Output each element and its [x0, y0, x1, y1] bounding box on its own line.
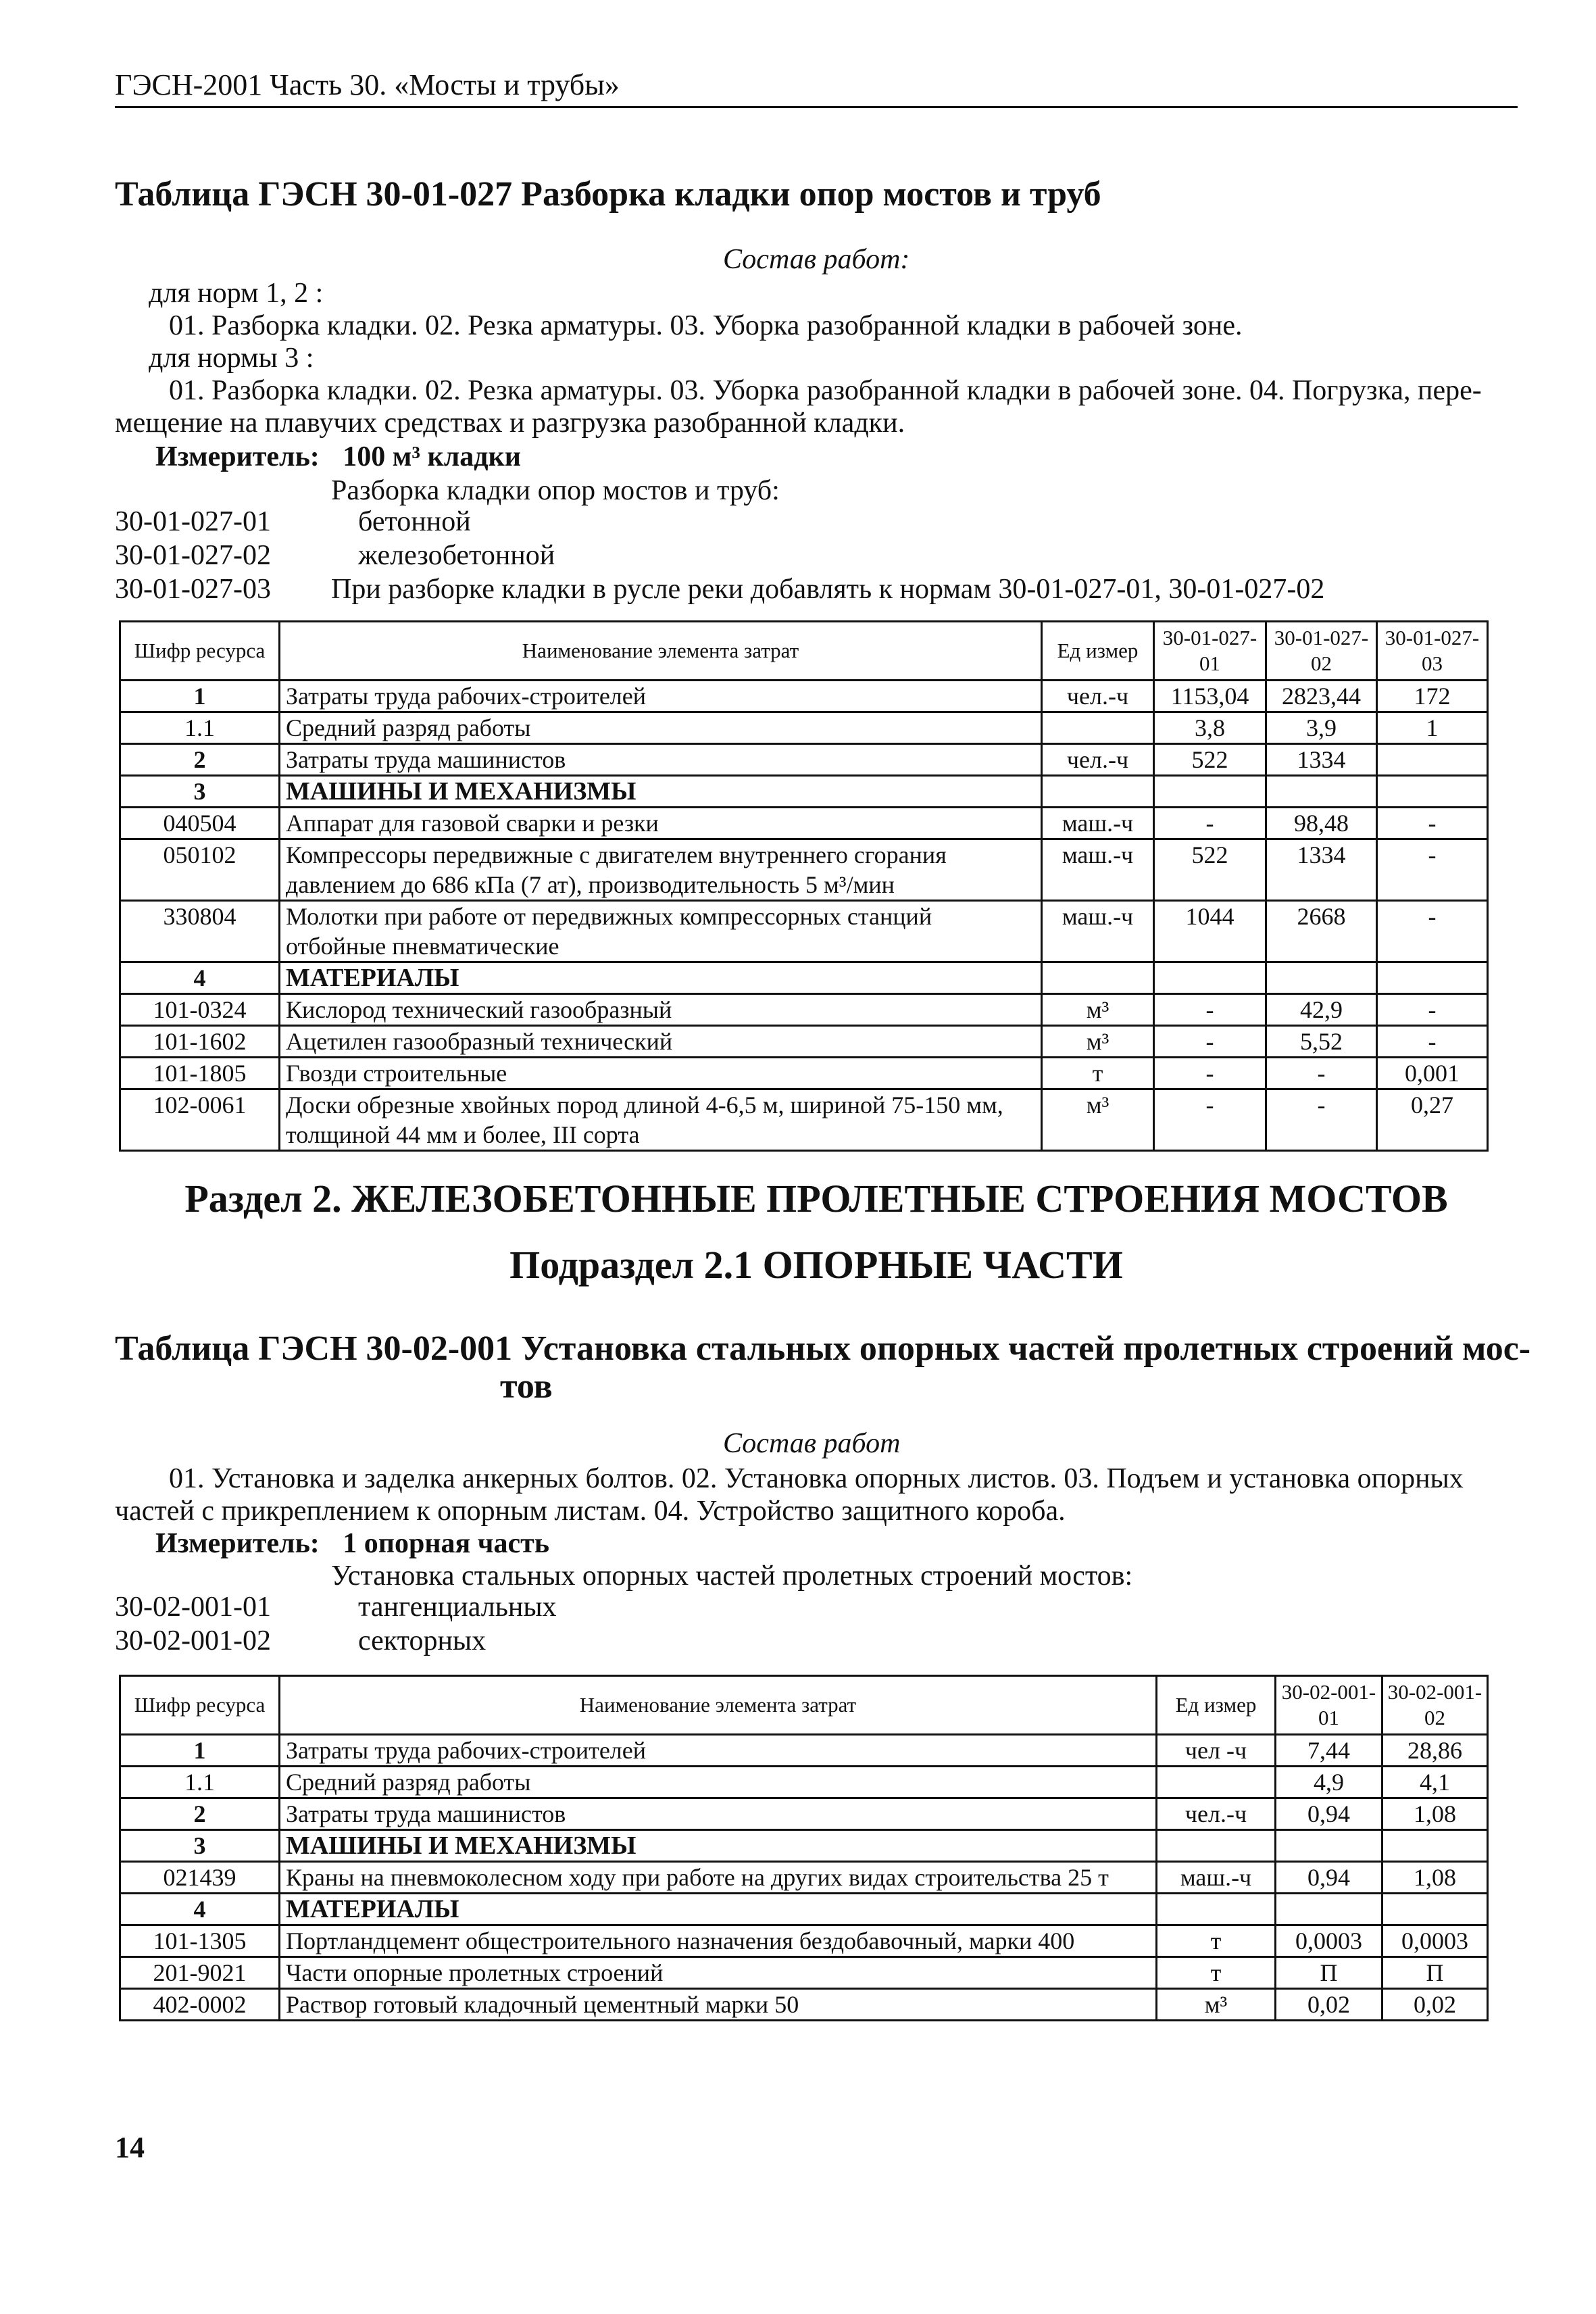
table-row: [120, 1767, 1488, 1798]
table-row: [120, 1026, 1488, 1058]
norm-desc: железобетонной: [358, 540, 555, 571]
cell-v2: 2823,44: [1266, 681, 1377, 712]
cell-v1: 1044: [1154, 901, 1266, 962]
cell-unit: маш.-ч: [1042, 839, 1154, 901]
cell-name: Затраты труда машинистов: [280, 744, 1042, 776]
col-header: Наименование элемента затрат: [280, 622, 1042, 681]
cell-v1: 7,44: [1276, 1735, 1382, 1767]
measure-label: Измеритель:: [155, 441, 320, 472]
cell-name: Ацетилен газообразный технический: [280, 1026, 1042, 1058]
cell-code: 4: [120, 1894, 280, 1925]
cell-code: 101-1305: [120, 1925, 280, 1957]
header-rule: [115, 106, 1518, 108]
cell-unit: маш.-ч: [1042, 901, 1154, 962]
table2-title-line1: Таблица ГЭСН 30-02-001 Установка стальных опорных частей пролетных строений мос-: [115, 1329, 1531, 1368]
cell-code: 102-0061: [120, 1089, 280, 1151]
cell-code: 3: [120, 1830, 280, 1862]
cell-name: Затраты труда рабочих-строителей: [280, 681, 1042, 712]
cell-v2: 4,1: [1382, 1767, 1488, 1798]
cell-name: Компрессоры передвижные с двигателем внутреннего сгорания давлением до 686 кПа (7 ат), производительность 5 м³/мин: [280, 839, 1042, 901]
cell-v1: 3,8: [1154, 712, 1266, 744]
cell-v3: 1: [1377, 712, 1488, 744]
cell-code: 101-1602: [120, 1026, 280, 1058]
col-header: Ед измер: [1157, 1676, 1276, 1735]
cell-v1: -: [1154, 1058, 1266, 1089]
cell-v1: [1276, 1894, 1382, 1925]
cell-v3: 172: [1377, 681, 1488, 712]
cell-code: 1.1: [120, 1767, 280, 1798]
cell-v2: 42,9: [1266, 994, 1377, 1026]
table1-comp-line: 01. Разборка кладки. 02. Резка арматуры. 03. Уборка разобранной кладки в рабочей зоне.: [169, 310, 1243, 341]
cell-code: 3: [120, 776, 280, 808]
col-header: 30-01-027-02: [1266, 622, 1377, 681]
table-row: [120, 1058, 1488, 1089]
table-row: [120, 681, 1488, 712]
cell-v3: [1377, 962, 1488, 994]
cell-v1: 0,0003: [1276, 1925, 1382, 1957]
cell-unit: м³: [1042, 994, 1154, 1026]
cell-unit: т: [1157, 1957, 1276, 1989]
cell-code: 040504: [120, 808, 280, 839]
table-row: [120, 994, 1488, 1026]
cell-unit: чел.-ч: [1157, 1798, 1276, 1830]
norm-code: 30-01-027-01: [115, 506, 271, 537]
cell-unit: маш.-ч: [1157, 1862, 1276, 1894]
cell-v3: 0,27: [1377, 1089, 1488, 1151]
table-row: [120, 1957, 1488, 1989]
cell-v2: 0,02: [1382, 1989, 1488, 2021]
cell-unit: [1042, 962, 1154, 994]
cell-v3: 0,001: [1377, 1058, 1488, 1089]
subsection-title: Подраздел 2.1 ОПОРНЫЕ ЧАСТИ: [509, 1243, 1123, 1287]
table1-comp-line: для нормы 3 :: [149, 343, 314, 374]
cell-v2: 1334: [1266, 744, 1377, 776]
cell-unit: [1157, 1830, 1276, 1862]
norm-code: 30-01-027-03: [115, 574, 271, 605]
section-title: Раздел 2. ЖЕЛЕЗОБЕТОННЫЕ ПРОЛЕТНЫЕ СТРОЕНИЯ МОСТОВ: [184, 1177, 1448, 1221]
table2-comp-line: 01. Установка и заделка анкерных болтов. 02. Установка опорных листов. 03. Подъем и установка опорных: [169, 1463, 1464, 1494]
norm-desc: При разборке кладки в русле реки добавлять к нормам 30-01-027-01, 30-01-027-02: [331, 574, 1325, 605]
cell-v1: 4,9: [1276, 1767, 1382, 1798]
cell-unit: т: [1042, 1058, 1154, 1089]
cell-name: Краны на пневмоколесном ходу при работе на других видах строительства 25 т: [280, 1862, 1157, 1894]
table2-comp-line: частей с прикреплением к опорным листам. 04. Устройство защитного короба.: [115, 1496, 1066, 1527]
col-header: 30-02-001-02: [1382, 1676, 1488, 1735]
cell-code: 201-9021: [120, 1957, 280, 1989]
cell-name: Раствор готовый кладочный цементный марки 50: [280, 1989, 1157, 2021]
cell-v1: [1154, 962, 1266, 994]
measure-label: Измеритель:: [155, 1528, 320, 1559]
table1-measure: [155, 441, 521, 473]
cell-name: МАШИНЫ И МЕХАНИЗМЫ: [280, 1830, 1157, 1862]
table1-comp-line: для норм 1, 2 :: [149, 278, 324, 309]
cell-v3: -: [1377, 808, 1488, 839]
cell-name: Молотки при работе от передвижных компрессорных станций отбойные пневматические: [280, 901, 1042, 962]
table-row: [120, 1735, 1488, 1767]
cell-v1: 522: [1154, 839, 1266, 901]
table-row: [120, 839, 1488, 901]
cell-name: Гвозди строительные: [280, 1058, 1042, 1089]
cell-v2: 5,52: [1266, 1026, 1377, 1058]
cell-v3: [1377, 744, 1488, 776]
table-row: [120, 1830, 1488, 1862]
cell-unit: [1157, 1767, 1276, 1798]
table-row: [120, 808, 1488, 839]
cell-unit: [1042, 712, 1154, 744]
table-row: [120, 1862, 1488, 1894]
table-row: [120, 776, 1488, 808]
page-number: 14: [115, 2131, 145, 2164]
cell-v1: [1154, 776, 1266, 808]
cell-v2: 2668: [1266, 901, 1377, 962]
cell-v3: -: [1377, 1026, 1488, 1058]
cell-code: 402-0002: [120, 1989, 280, 2021]
resource-table-2: [119, 1675, 1489, 2021]
measure-value: 1 опорная часть: [343, 1528, 549, 1559]
cell-unit: маш.-ч: [1042, 808, 1154, 839]
table-row: [120, 712, 1488, 744]
cell-v2: [1266, 776, 1377, 808]
table-row: [120, 901, 1488, 962]
cell-code: 1: [120, 1735, 280, 1767]
table2-intro: Установка стальных опорных частей пролетных строений мостов:: [331, 1560, 1133, 1592]
norm-desc: секторных: [358, 1625, 487, 1656]
cell-name: Средний разряд работы: [280, 1767, 1157, 1798]
table2-title-line2: тов: [500, 1367, 553, 1406]
cell-name: Части опорные пролетных строений: [280, 1957, 1157, 1989]
cell-unit: м³: [1157, 1989, 1276, 2021]
cell-unit: м³: [1042, 1089, 1154, 1151]
cell-v3: -: [1377, 994, 1488, 1026]
col-header: Наименование элемента затрат: [280, 1676, 1157, 1735]
cell-code: 1.1: [120, 712, 280, 744]
cell-code: 330804: [120, 901, 280, 962]
col-header: Ед измер: [1042, 622, 1154, 681]
table1-comp-line: 01. Разборка кладки. 02. Резка арматуры. 03. Уборка разобранной кладки в рабочей зоне. 04. Погрузка, пере-: [169, 375, 1482, 406]
table2-measure: [155, 1527, 549, 1560]
cell-v1: 522: [1154, 744, 1266, 776]
cell-name: МАТЕРИАЛЫ: [280, 1894, 1157, 1925]
table-row: [120, 1798, 1488, 1830]
norm-desc: бетонной: [358, 506, 471, 537]
cell-v2: [1382, 1830, 1488, 1862]
cell-v2: [1266, 962, 1377, 994]
cell-v3: -: [1377, 839, 1488, 901]
cell-v2: -: [1266, 1089, 1377, 1151]
cell-code: 2: [120, 1798, 280, 1830]
norm-desc: тангенциальных: [358, 1592, 557, 1623]
cell-name: МАШИНЫ И МЕХАНИЗМЫ: [280, 776, 1042, 808]
col-header: 30-01-027-03: [1377, 622, 1488, 681]
table1-intro: Разборка кладки опор мостов и труб:: [331, 475, 780, 506]
col-header: 30-02-001-01: [1276, 1676, 1382, 1735]
cell-v1: [1276, 1830, 1382, 1862]
cell-v2: [1382, 1894, 1488, 1925]
cell-code: 2: [120, 744, 280, 776]
cell-code: 4: [120, 962, 280, 994]
cell-code: 050102: [120, 839, 280, 901]
cell-v1: П: [1276, 1957, 1382, 1989]
cell-code: 1: [120, 681, 280, 712]
table1-title: Таблица ГЭСН 30-01-027 Разборка кладки опор мостов и труб: [115, 175, 1101, 214]
cell-name: Кислород технический газообразный: [280, 994, 1042, 1026]
norm-code: 30-02-001-02: [115, 1625, 271, 1656]
norm-code: 30-01-027-02: [115, 540, 271, 571]
cell-unit: т: [1157, 1925, 1276, 1957]
cell-name: Средний разряд работы: [280, 712, 1042, 744]
cell-name: Затраты труда машинистов: [280, 1798, 1157, 1830]
cell-name: Затраты труда рабочих-строителей: [280, 1735, 1157, 1767]
cell-v2: 1,08: [1382, 1862, 1488, 1894]
cell-name: МАТЕРИАЛЫ: [280, 962, 1042, 994]
cell-v3: -: [1377, 901, 1488, 962]
cell-unit: м³: [1042, 1026, 1154, 1058]
cell-v1: 0,94: [1276, 1862, 1382, 1894]
cell-v2: 1334: [1266, 839, 1377, 901]
cell-unit: [1157, 1894, 1276, 1925]
cell-v2: -: [1266, 1058, 1377, 1089]
cell-code: 101-0324: [120, 994, 280, 1026]
cell-v1: -: [1154, 1089, 1266, 1151]
running-header: ГЭСН-2001 Часть 30. «Мосты и трубы»: [115, 68, 620, 101]
cell-unit: чел.-ч: [1042, 681, 1154, 712]
cell-v1: -: [1154, 1026, 1266, 1058]
cell-v1: 0,94: [1276, 1798, 1382, 1830]
cell-v2: 1,08: [1382, 1798, 1488, 1830]
cell-v2: 28,86: [1382, 1735, 1488, 1767]
norm-code: 30-02-001-01: [115, 1592, 271, 1623]
table1-comp-line: мещение на плавучих средствах и разгрузка разобранной кладки.: [115, 408, 905, 439]
table-row: [120, 962, 1488, 994]
table-row: [120, 1089, 1488, 1151]
col-header: 30-01-027-01: [1154, 622, 1266, 681]
table-row: [120, 1989, 1488, 2021]
cell-v1: -: [1154, 994, 1266, 1026]
measure-value: 100 м³ кладки: [343, 441, 521, 472]
cell-name: Аппарат для газовой сварки и резки: [280, 808, 1042, 839]
cell-v3: [1377, 776, 1488, 808]
col-header: Шифр ресурса: [120, 1676, 280, 1735]
cell-unit: чел -ч: [1157, 1735, 1276, 1767]
cell-code: 101-1805: [120, 1058, 280, 1089]
resource-table-1: [119, 620, 1489, 1152]
table2-composition-heading: Состав работ: [723, 1428, 901, 1459]
col-header: Шифр ресурса: [120, 622, 280, 681]
cell-v2: 98,48: [1266, 808, 1377, 839]
cell-v1: 1153,04: [1154, 681, 1266, 712]
cell-unit: чел.-ч: [1042, 744, 1154, 776]
table-row: [120, 744, 1488, 776]
table-row: [120, 1925, 1488, 1957]
cell-code: 021439: [120, 1862, 280, 1894]
cell-v2: П: [1382, 1957, 1488, 1989]
cell-v1: -: [1154, 808, 1266, 839]
cell-v1: 0,02: [1276, 1989, 1382, 2021]
cell-name: Портландцемент общестроительного назначения бездобавочный, марки 400: [280, 1925, 1157, 1957]
cell-v2: 0,0003: [1382, 1925, 1488, 1957]
cell-unit: [1042, 776, 1154, 808]
table-row: [120, 1894, 1488, 1925]
table1-composition-heading: Состав работ:: [723, 244, 910, 275]
cell-name: Доски обрезные хвойных пород длиной 4-6,5 м, шириной 75-150 мм, толщиной 44 мм и более, III сорта: [280, 1089, 1042, 1151]
cell-v2: 3,9: [1266, 712, 1377, 744]
